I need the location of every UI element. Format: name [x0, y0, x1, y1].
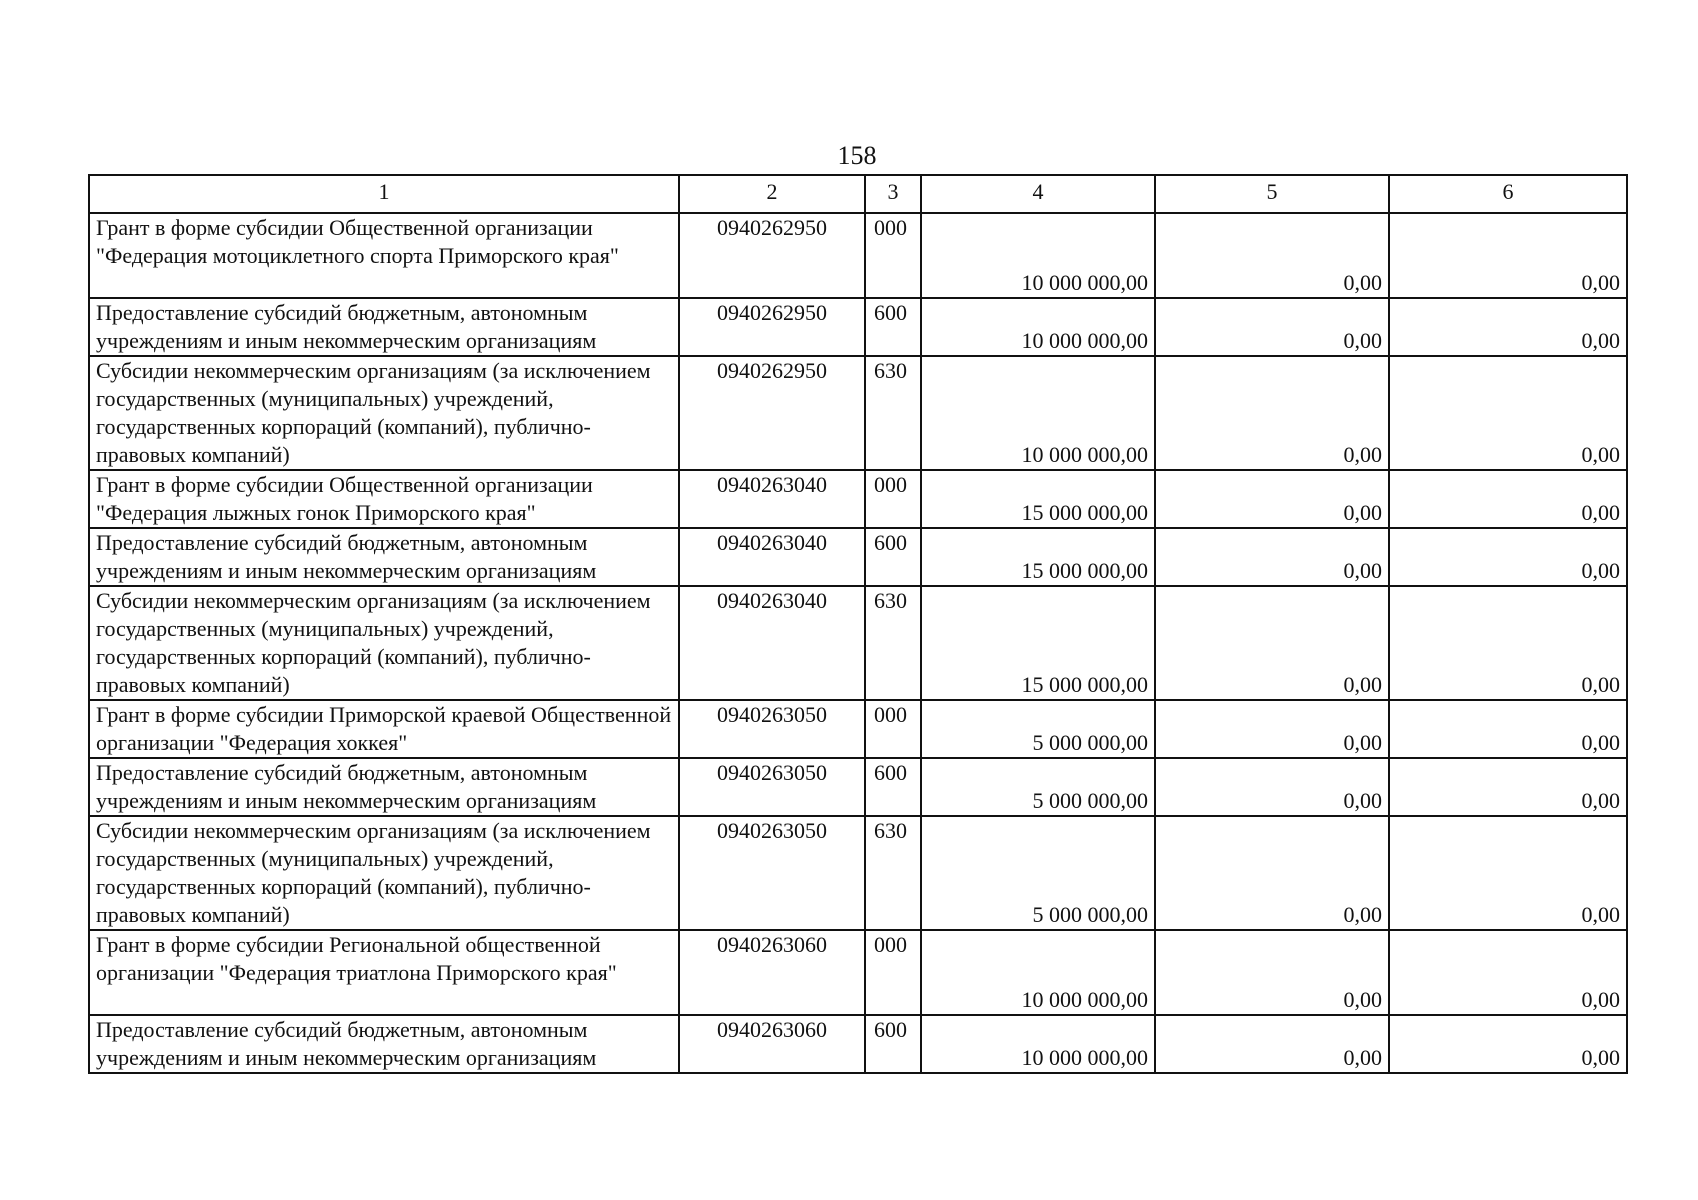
table-row — [89, 356, 1627, 470]
table-row — [89, 816, 1627, 930]
target-code-cell: 0940263050 — [679, 700, 865, 758]
expense-type-cell: 600 — [865, 298, 921, 356]
item-name-cell: Грант в форме субсидии Региональной общественной организации "Федерация триатлона Приморского края" — [89, 930, 679, 1015]
expense-type-cell: 000 — [865, 213, 921, 298]
expense-type-cell: 630 — [865, 816, 921, 930]
amount-cell: 0,00 — [1389, 758, 1627, 816]
amount-cell: 10 000 000,00 — [921, 213, 1155, 298]
table-row — [89, 213, 1627, 298]
expense-type-cell: 630 — [865, 356, 921, 470]
amount-cell: 0,00 — [1155, 700, 1389, 758]
column-header: 3 — [865, 175, 921, 213]
amount-cell: 0,00 — [1155, 930, 1389, 1015]
expense-type-cell: 000 — [865, 470, 921, 528]
amount-cell: 10 000 000,00 — [921, 298, 1155, 356]
column-header: 6 — [1389, 175, 1627, 213]
item-name-cell: Предоставление субсидий бюджетным, автономным учреждениям и иным некоммерческим организациям — [89, 528, 679, 586]
amount-cell: 0,00 — [1389, 700, 1627, 758]
table-row — [89, 586, 1627, 700]
amount-cell: 15 000 000,00 — [921, 528, 1155, 586]
table-row — [89, 528, 1627, 586]
table-row — [89, 1015, 1627, 1073]
expense-type-cell: 600 — [865, 1015, 921, 1073]
target-code-cell: 0940263040 — [679, 586, 865, 700]
amount-cell: 0,00 — [1389, 816, 1627, 930]
amount-cell: 10 000 000,00 — [921, 1015, 1155, 1073]
target-code-cell: 0940262950 — [679, 356, 865, 470]
amount-cell: 0,00 — [1389, 528, 1627, 586]
column-header: 5 — [1155, 175, 1389, 213]
target-code-cell: 0940263040 — [679, 528, 865, 586]
target-code-cell: 0940263040 — [679, 470, 865, 528]
item-name-cell: Предоставление субсидий бюджетным, автономным учреждениям и иным некоммерческим организациям — [89, 758, 679, 816]
amount-cell: 0,00 — [1155, 298, 1389, 356]
budget-table — [88, 174, 1628, 1074]
amount-cell: 0,00 — [1389, 356, 1627, 470]
table-row — [89, 298, 1627, 356]
expense-type-cell: 600 — [865, 528, 921, 586]
item-name-cell: Субсидии некоммерческим организациям (за исключением государственных (муниципальных) учреждений, государственных корпораций (компаний), публично-правовых компаний) — [89, 356, 679, 470]
page-number: 158 — [837, 141, 877, 170]
target-code-cell: 0940262950 — [679, 298, 865, 356]
item-name-cell: Грант в форме субсидии Приморской краевой Общественной организации "Федерация хоккея" — [89, 700, 679, 758]
table-row — [89, 470, 1627, 528]
target-code-cell: 0940263060 — [679, 930, 865, 1015]
expense-type-cell: 000 — [865, 700, 921, 758]
amount-cell: 0,00 — [1155, 758, 1389, 816]
amount-cell: 0,00 — [1155, 816, 1389, 930]
amount-cell: 15 000 000,00 — [921, 586, 1155, 700]
item-name-cell: Субсидии некоммерческим организациям (за исключением государственных (муниципальных) учреждений, государственных корпораций (компаний), публично-правовых компаний) — [89, 816, 679, 930]
item-name-cell: Грант в форме субсидии Общественной организации "Федерация мотоциклетного спорта Приморского края" — [89, 213, 679, 298]
item-name-cell: Грант в форме субсидии Общественной организации "Федерация лыжных гонок Приморского края" — [89, 470, 679, 528]
amount-cell: 0,00 — [1389, 213, 1627, 298]
amount-cell: 0,00 — [1155, 470, 1389, 528]
expense-type-cell: 600 — [865, 758, 921, 816]
amount-cell: 0,00 — [1389, 586, 1627, 700]
target-code-cell: 0940263050 — [679, 816, 865, 930]
amount-cell: 0,00 — [1389, 470, 1627, 528]
column-header: 2 — [679, 175, 865, 213]
target-code-cell: 0940262950 — [679, 213, 865, 298]
amount-cell: 0,00 — [1389, 298, 1627, 356]
amount-cell: 5 000 000,00 — [921, 758, 1155, 816]
amount-cell: 0,00 — [1389, 930, 1627, 1015]
amount-cell: 0,00 — [1155, 586, 1389, 700]
amount-cell: 0,00 — [1389, 1015, 1627, 1073]
amount-cell: 5 000 000,00 — [921, 700, 1155, 758]
item-name-cell: Субсидии некоммерческим организациям (за исключением государственных (муниципальных) учреждений, государственных корпораций (компаний), публично-правовых компаний) — [89, 586, 679, 700]
table-row — [89, 700, 1627, 758]
target-code-cell: 0940263050 — [679, 758, 865, 816]
item-name-cell: Предоставление субсидий бюджетным, автономным учреждениям и иным некоммерческим организациям — [89, 298, 679, 356]
amount-cell: 10 000 000,00 — [921, 930, 1155, 1015]
target-code-cell: 0940263060 — [679, 1015, 865, 1073]
expense-type-cell: 000 — [865, 930, 921, 1015]
amount-cell: 15 000 000,00 — [921, 470, 1155, 528]
amount-cell: 0,00 — [1155, 528, 1389, 586]
table-row — [89, 930, 1627, 1015]
amount-cell: 0,00 — [1155, 213, 1389, 298]
table-row — [89, 758, 1627, 816]
column-header: 1 — [89, 175, 679, 213]
amount-cell: 0,00 — [1155, 356, 1389, 470]
expense-type-cell: 630 — [865, 586, 921, 700]
table-header-row — [89, 175, 1627, 213]
item-name-cell: Предоставление субсидий бюджетным, автономным учреждениям и иным некоммерческим организациям — [89, 1015, 679, 1073]
amount-cell: 10 000 000,00 — [921, 356, 1155, 470]
column-header: 4 — [921, 175, 1155, 213]
amount-cell: 0,00 — [1155, 1015, 1389, 1073]
amount-cell: 5 000 000,00 — [921, 816, 1155, 930]
